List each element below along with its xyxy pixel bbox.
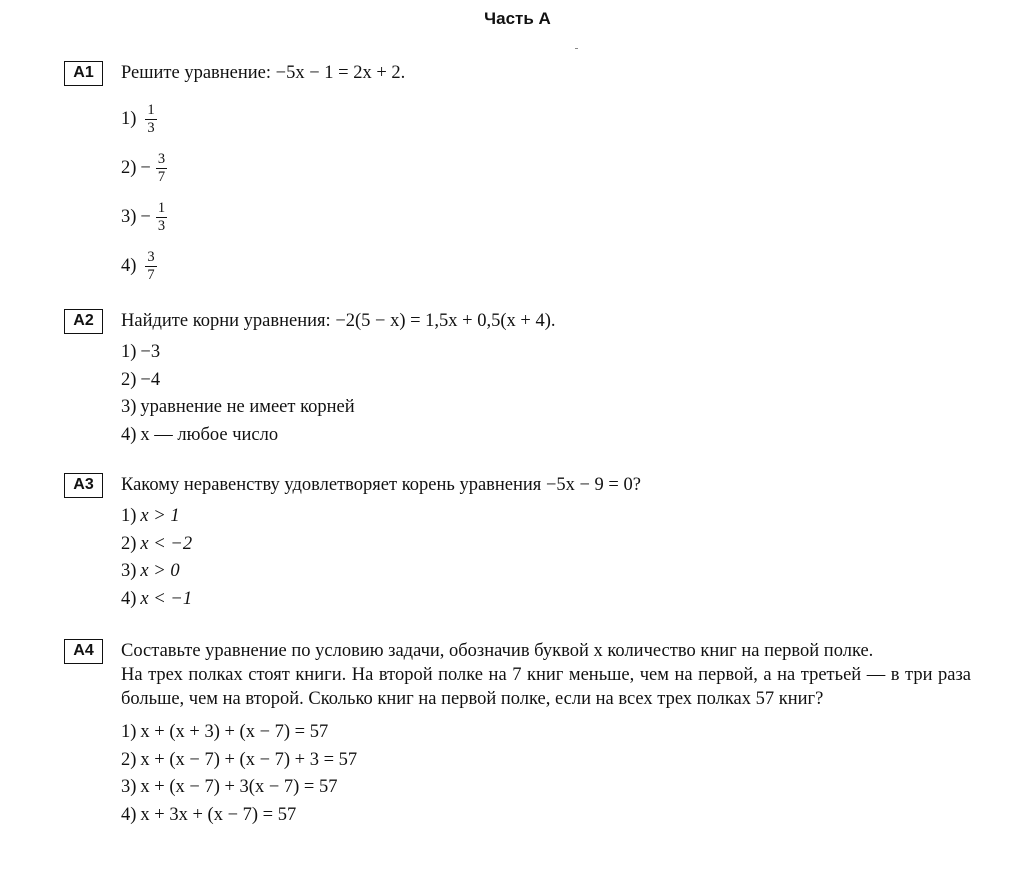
answer-option[interactable] <box>121 193 971 242</box>
option-text: x + 3x + (x − 7) = 57 <box>140 804 297 825</box>
option-number: 3) <box>121 207 137 227</box>
scan-dot <box>575 48 578 49</box>
option-number: 4) <box>121 424 137 445</box>
question-text: Найдите корни уравнения: −2(5 − x) = 1,5x + 0,5(x + 4). <box>121 311 556 331</box>
option-text: x > 0 <box>140 561 180 581</box>
answer-option[interactable] <box>121 774 971 802</box>
option-number: 4) <box>121 256 137 276</box>
option-text: −3 <box>140 342 161 362</box>
answer-option[interactable] <box>121 802 971 830</box>
option-number: 2) <box>121 749 137 770</box>
task-label: А4 <box>64 639 103 664</box>
fraction-denominator: 3 <box>157 218 166 235</box>
answer-options <box>121 339 971 449</box>
answer-option[interactable] <box>121 242 971 291</box>
option-number: 1) <box>121 109 137 129</box>
answer-option[interactable] <box>121 339 971 367</box>
answer-option[interactable] <box>121 144 971 193</box>
answer-option[interactable] <box>121 586 971 614</box>
option-text: x — любое число <box>140 424 279 445</box>
task-label: А2 <box>64 309 103 334</box>
answer-option[interactable] <box>121 558 971 586</box>
answer-option[interactable] <box>121 367 971 395</box>
answer-option[interactable] <box>121 719 971 747</box>
task-label: А1 <box>64 61 103 86</box>
option-text: −4 <box>140 369 161 390</box>
answer-option[interactable] <box>121 422 971 450</box>
option-text: x < −1 <box>140 588 193 609</box>
fraction <box>145 250 156 283</box>
question-text: Какому неравенству удовлетворяет корень уравнения −5x − 9 = 0? <box>121 475 641 495</box>
task-body <box>121 639 971 829</box>
option-number: 1) <box>121 722 137 742</box>
answer-option[interactable] <box>121 747 971 775</box>
fraction-denominator: 7 <box>147 267 155 284</box>
option-text: x + (x − 7) + (x − 7) + 3 = 57 <box>140 749 358 770</box>
option-text: x + (x + 3) + (x − 7) = 57 <box>140 722 329 742</box>
option-text: x + (x − 7) + 3(x − 7) = 57 <box>140 777 338 797</box>
fraction-numerator: 1 <box>157 200 166 217</box>
question-text: Составьте уравнение по условию задачи, обозначив буквой x количество книг на первой полке. <box>121 641 874 661</box>
option-sign: − <box>140 158 151 178</box>
option-number: 2) <box>121 533 137 554</box>
answer-options <box>121 95 971 291</box>
fraction-numerator: 3 <box>157 151 166 168</box>
option-sign: − <box>140 207 151 227</box>
answer-options <box>121 719 971 829</box>
page-title: Часть А <box>484 9 551 28</box>
question-text: Решите уравнение: −5x − 1 = 2x + 2. <box>121 63 406 83</box>
answer-option[interactable] <box>121 95 971 144</box>
task-body <box>121 61 971 291</box>
option-number: 2) <box>121 369 137 390</box>
option-text: x > 1 <box>140 506 180 526</box>
task-label: А3 <box>64 473 103 498</box>
option-number: 1) <box>121 506 137 526</box>
fraction-numerator: 3 <box>147 249 155 266</box>
fraction-denominator: 3 <box>147 120 155 137</box>
option-number: 4) <box>121 588 137 609</box>
answer-option[interactable] <box>121 394 971 422</box>
option-text: x < −2 <box>140 533 193 554</box>
answer-option[interactable] <box>121 531 971 559</box>
option-number: 3) <box>121 777 137 797</box>
problem-text: На трех полках стоят книги. На второй полке на 7 книг меньше, чем на первой, а на третьей — в три раза больше, чем на второй. Сколько книг на первой полке, если на всех трех полках 57 книг? <box>121 665 971 709</box>
fraction <box>156 201 167 234</box>
task-body <box>121 473 971 613</box>
task-body <box>121 309 971 449</box>
option-number: 2) <box>121 158 137 178</box>
fraction-numerator: 1 <box>147 102 155 119</box>
answer-option[interactable] <box>121 503 971 531</box>
fraction <box>156 152 167 185</box>
fraction <box>145 103 156 136</box>
option-number: 4) <box>121 804 137 825</box>
answer-options <box>121 503 971 613</box>
option-number: 1) <box>121 342 137 362</box>
option-text: уравнение не имеет корней <box>140 397 355 417</box>
fraction-denominator: 7 <box>157 169 166 186</box>
option-number: 3) <box>121 561 137 581</box>
option-number: 3) <box>121 397 137 417</box>
